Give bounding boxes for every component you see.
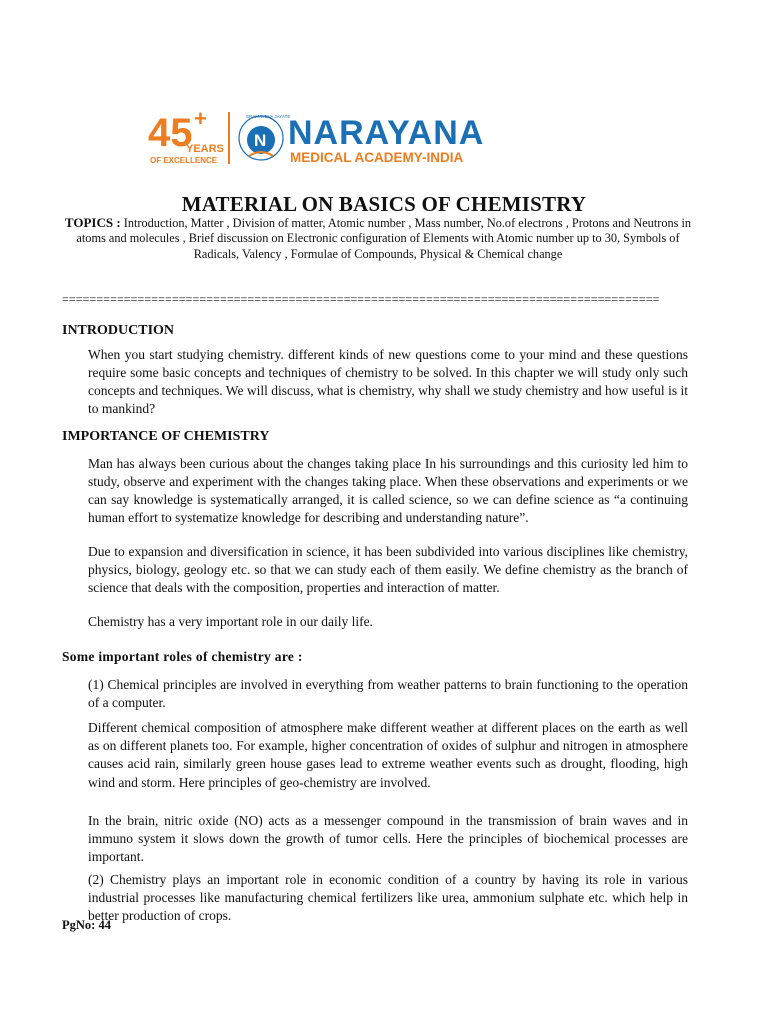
roles-heading: Some important roles of chemistry are : bbox=[62, 649, 303, 664]
logo-plus: + bbox=[194, 108, 207, 131]
roles-item-1: (1) Chemical principles are involved in everything from weather patterns to brain functioning to the operation of a computer. bbox=[88, 677, 688, 711]
importance-para-3: Chemistry has a very important role in our daily life. bbox=[88, 614, 373, 629]
roles-item-1-detail-a: Different chemical composition of atmosphere make different weather at different places on the earth as well as on different planets too. For example, higher concentration of oxides of sulphur and nitrogen in atmosphere causes acid rain, similarly green house gases lead to extreme weather events such as drought, flooding, high wind and storm. Here principles of geo-chemistry are involved. bbox=[88, 720, 688, 790]
importance-heading: IMPORTANCE OF CHEMISTRY bbox=[62, 429, 270, 444]
logo-brand-sub: MEDICAL ACADEMY-INDIA bbox=[290, 150, 464, 165]
topics-text: Introduction, Matter , Division of matter, Atomic number , Mass number, No.of electrons , Protons and Neutrons in atoms and molecules , Brief discussion on Electronic configuration of Elements with Atomic number up to 30, Symbols of Radicals, Valency , Formulae of Compounds, Physical & Chemical change bbox=[76, 216, 692, 261]
importance-para-2: Due to expansion and diversification in science, it has been subdivided into various disciplines like chemistry, physics, biology, geology etc. so that we can study each of them easily. We define chemistry as the branch of science that deals with the composition, properties and interaction of matter. bbox=[88, 544, 688, 595]
logo-excellence-label: OF EXCELLENCE bbox=[150, 156, 218, 165]
introduction-heading: INTRODUCTION bbox=[62, 323, 175, 338]
topics bbox=[62, 215, 694, 262]
topics-label: TOPICS : bbox=[64, 215, 121, 230]
importance-para-1: Man has always been curious about the changes taking place In his surroundings and this curiosity led him to study, observe and experiment with the changes taking place. When these observations and experiments or we can say knowledge is systematically arranged, it is called science, so we can define science as “a continuing human effort to systematize knowledge for describing and understanding nature”. bbox=[88, 456, 688, 525]
logo-separator bbox=[228, 112, 230, 164]
svg-text:N: N bbox=[254, 131, 267, 150]
logo-brand-name: NARAYANA bbox=[288, 114, 485, 152]
roles-item-2: (2) Chemistry plays an important role in economic condition of a country by having its role in various industrial processes like manufacturing chemical fertilizers like urea, ammonium sulphate etc. which help in better production of crops. bbox=[88, 872, 688, 924]
logo-seal-text: SRAMAVEVA JAYATE bbox=[246, 114, 291, 119]
logo-years-label: YEARS bbox=[186, 143, 224, 155]
page-title: MATERIAL ON BASICS OF CHEMISTRY bbox=[181, 192, 587, 216]
divider: ======================================================================================= bbox=[62, 292, 660, 306]
roles-item-1-detail-b: In the brain, nitric oxide (NO) acts as a messenger compound in the transmission of brain waves and in immuno system it slows down the growth of tumor cells. Here the principles of biochemical processes are important. bbox=[88, 813, 688, 865]
page-number: PgNo: 44 bbox=[62, 918, 111, 932]
logo-years-number: 45 bbox=[148, 111, 193, 155]
introduction-text: When you start studying chemistry. different kinds of new questions come to your mind and these questions require some basic concepts and techniques of chemistry to be solved. In this chapter we will study only such concepts and techniques. We will discuss, what is chemistry, why shall we study chemistry and how useful is it to mankind? bbox=[88, 347, 688, 416]
logo bbox=[148, 108, 548, 168]
